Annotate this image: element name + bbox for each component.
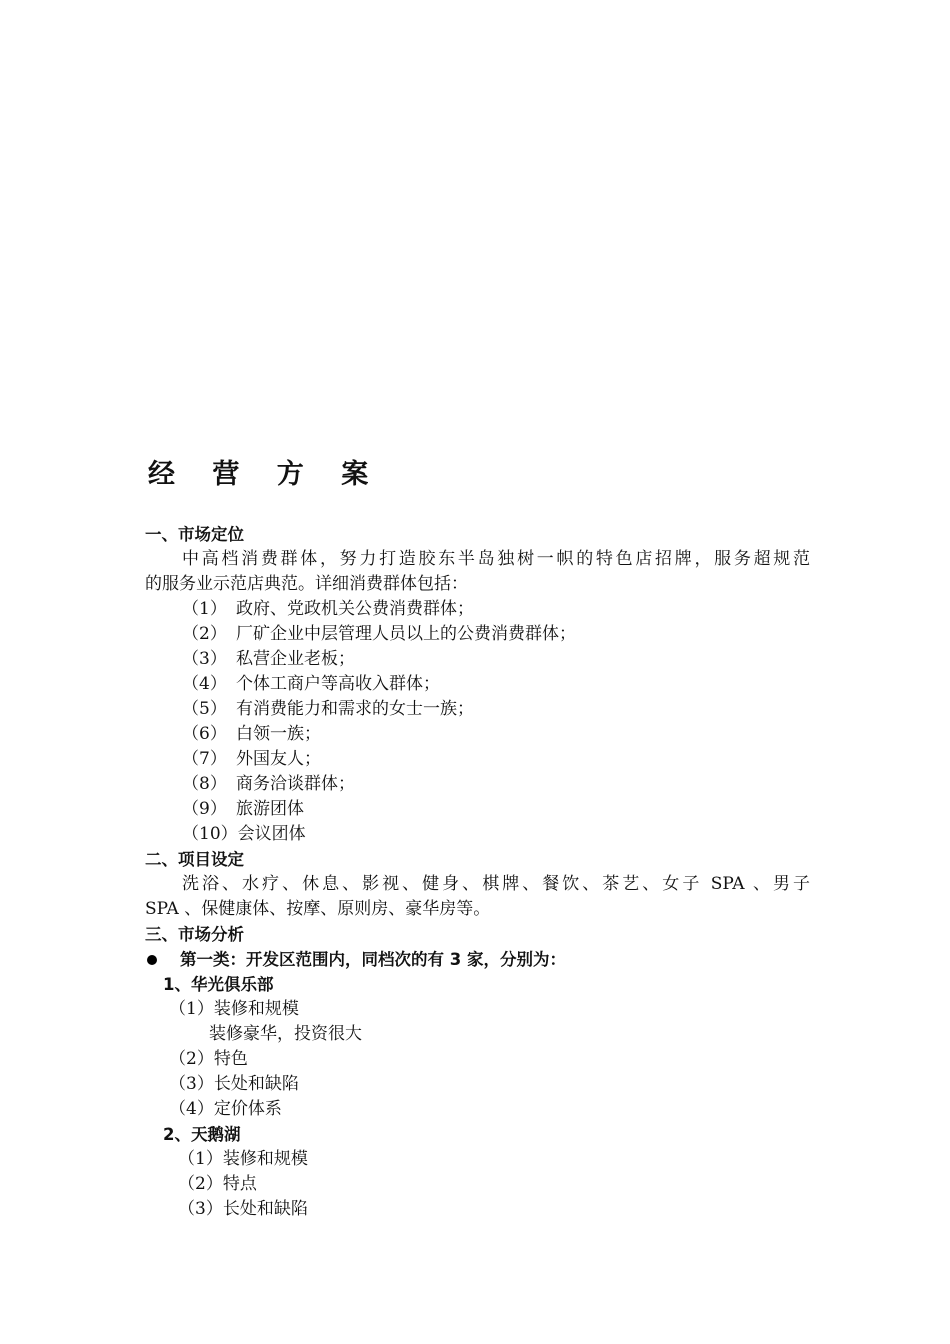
- bullet-item: 第一类：开发区范围内，同档次的有 3 家，分别为：: [145, 947, 810, 972]
- document-title: 经 营 方 案: [148, 459, 383, 490]
- list-item: （9） 旅游团体: [182, 799, 304, 819]
- subsection-heading-huaguang: 1、华光俱乐部: [163, 975, 274, 994]
- list-item-detail: 装修豪华，投资很大: [209, 1024, 362, 1044]
- list-item: （10） 会议团体: [182, 824, 306, 844]
- subsection-heading-tiane-lake: 2、天鹅湖: [163, 1125, 241, 1144]
- list-item: （1）装修和规模: [169, 999, 299, 1019]
- section-heading-project-setup: 二、项目设定: [145, 850, 244, 869]
- list-item: （4） 个体工商户等高收入群体；: [182, 674, 440, 694]
- section-heading-market-analysis: 三、市场分析: [145, 925, 244, 944]
- list-item: （2）特色: [169, 1049, 248, 1069]
- list-item: （8） 商务洽谈群体；: [182, 774, 355, 794]
- paragraph-line: SPA 、保健康体、按摩、原则房、豪华房等。: [145, 899, 491, 919]
- bullet-dot-icon: [147, 955, 157, 965]
- list-item: （6） 白领一族；: [182, 724, 321, 744]
- document-body: [145, 522, 810, 1222]
- list-item: （7） 外国友人；: [182, 749, 321, 769]
- paragraph-line: 洗浴、水疗、休息、影视、健身、棋牌、餐饮、茶艺、女子 SPA 、男子: [182, 874, 810, 894]
- paragraph-line: 中高档消费群体，努力打造胶东半岛独树一帜的特色店招牌，服务超规范: [182, 549, 810, 569]
- list-item: （4）定价体系: [169, 1099, 282, 1119]
- list-item: （1）装修和规模: [178, 1149, 308, 1169]
- list-item: （3）长处和缺陷: [178, 1199, 308, 1219]
- list-item: （5） 有消费能力和需求的女士一族；: [182, 699, 474, 719]
- list-item: （1） 政府、党政机关公费消费群体；: [182, 599, 474, 619]
- list-item: （3）长处和缺陷: [169, 1074, 299, 1094]
- list-item: （3） 私营企业老板；: [182, 649, 355, 669]
- list-item: （2） 厂矿企业中层管理人员以上的公费消费群体；: [182, 624, 576, 644]
- paragraph-line: 的服务业示范店典范。详细消费群体包括：: [145, 574, 468, 594]
- section-heading-market-positioning: 一、市场定位: [145, 525, 244, 544]
- list-item: （2）特点: [178, 1174, 257, 1194]
